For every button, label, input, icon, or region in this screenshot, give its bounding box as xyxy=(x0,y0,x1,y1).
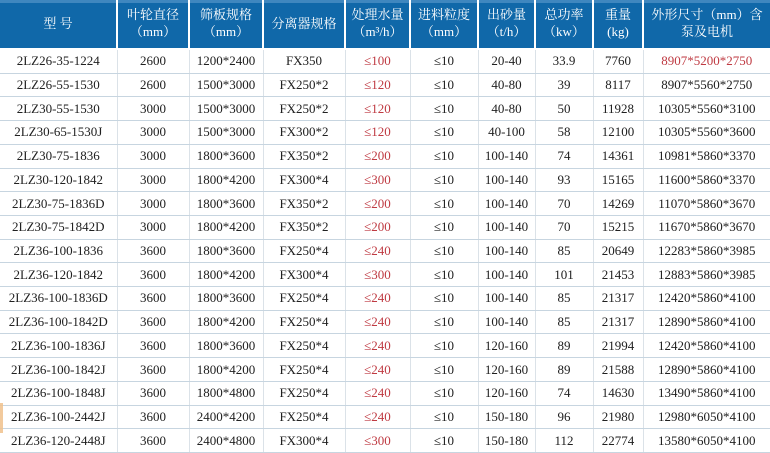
cell-sand-output: 120-160 xyxy=(478,358,535,382)
column-unit: （kw） xyxy=(543,24,585,39)
table-header xyxy=(0,0,770,49)
cell-weight: 8117 xyxy=(593,73,643,97)
cell-total-power: 74 xyxy=(535,144,593,168)
table-row xyxy=(0,144,770,168)
cell-separator-size: FX250*4 xyxy=(263,381,345,405)
cell-sand-output: 100-140 xyxy=(478,263,535,287)
cell-feed-size: ≤10 xyxy=(410,144,478,168)
cell-weight: 21317 xyxy=(593,310,643,334)
cell-model: 2LZ30-75-1842D xyxy=(0,215,117,239)
cell-model: 2LZ30-55-1530 xyxy=(0,97,117,121)
cell-separator-size: FX250*4 xyxy=(263,405,345,429)
cell-dimensions: 12890*5860*4100 xyxy=(643,310,770,334)
cell-feed-size: ≤10 xyxy=(410,405,478,429)
cell-sand-output: 100-140 xyxy=(478,192,535,216)
cell-weight: 7760 xyxy=(593,49,643,73)
cell-total-power: 70 xyxy=(535,192,593,216)
cell-model: 2LZ26-35-1224 xyxy=(0,49,117,73)
column-unit: （m³/h） xyxy=(352,24,403,39)
cell-water-capacity: ≤120 xyxy=(345,121,410,145)
cell-separator-size: FX250*2 xyxy=(263,97,345,121)
table-row xyxy=(0,287,770,311)
cell-feed-size: ≤10 xyxy=(410,287,478,311)
table-row xyxy=(0,310,770,334)
cell-model: 2LZ30-75-1836 xyxy=(0,144,117,168)
cell-screen-size: 1800*3600 xyxy=(189,287,263,311)
cell-sand-output: 150-180 xyxy=(478,405,535,429)
column-label: 出砂量 xyxy=(486,7,526,23)
cell-separator-size: FX300*4 xyxy=(263,168,345,192)
cell-water-capacity: ≤300 xyxy=(345,263,410,287)
cell-impeller-diameter: 3000 xyxy=(117,192,189,216)
cell-separator-size: FX300*2 xyxy=(263,121,345,145)
cell-total-power: 39 xyxy=(535,73,593,97)
cell-total-power: 85 xyxy=(535,239,593,263)
cell-dimensions: 13490*5860*4100 xyxy=(643,381,770,405)
cell-total-power: 70 xyxy=(535,215,593,239)
cell-screen-size: 1800*4200 xyxy=(189,168,263,192)
cell-dimensions: 8907*5560*2750 xyxy=(643,73,770,97)
cell-model: 2LZ30-120-1842 xyxy=(0,168,117,192)
header-row xyxy=(0,0,770,49)
cell-total-power: 85 xyxy=(535,287,593,311)
cell-weight: 15165 xyxy=(593,168,643,192)
cell-dimensions: 12890*5860*4100 xyxy=(643,358,770,382)
table-row xyxy=(0,215,770,239)
cell-feed-size: ≤10 xyxy=(410,49,478,73)
cell-impeller-diameter: 3600 xyxy=(117,334,189,358)
cell-screen-size: 1800*4200 xyxy=(189,263,263,287)
table-row xyxy=(0,381,770,405)
cell-water-capacity: ≤240 xyxy=(345,239,410,263)
cell-weight: 11928 xyxy=(593,97,643,121)
cell-model: 2LZ30-75-1836D xyxy=(0,192,117,216)
table-body xyxy=(0,49,770,453)
cell-separator-size: FX250*4 xyxy=(263,334,345,358)
cell-total-power: 50 xyxy=(535,97,593,121)
cell-feed-size: ≤10 xyxy=(410,429,478,453)
cell-feed-size: ≤10 xyxy=(410,239,478,263)
cell-impeller-diameter: 3600 xyxy=(117,358,189,382)
cell-impeller-diameter: 3600 xyxy=(117,287,189,311)
cell-total-power: 33.9 xyxy=(535,49,593,73)
cell-dimensions: 12420*5860*4100 xyxy=(643,334,770,358)
cell-feed-size: ≤10 xyxy=(410,381,478,405)
cell-water-capacity: ≤300 xyxy=(345,168,410,192)
cell-weight: 14361 xyxy=(593,144,643,168)
column-label: 处理水量 xyxy=(351,7,404,23)
cell-impeller-diameter: 3600 xyxy=(117,239,189,263)
cell-water-capacity: ≤240 xyxy=(345,381,410,405)
cell-weight: 20649 xyxy=(593,239,643,263)
cell-screen-size: 1500*3000 xyxy=(189,97,263,121)
cell-weight: 21994 xyxy=(593,334,643,358)
column-header-dimensions xyxy=(643,0,770,49)
left-edge-artifact xyxy=(0,403,3,433)
cell-water-capacity: ≤240 xyxy=(345,334,410,358)
column-header-separator-size xyxy=(263,0,345,49)
cell-total-power: 58 xyxy=(535,121,593,145)
column-header-weight xyxy=(593,0,643,49)
table-row xyxy=(0,358,770,382)
cell-weight: 22774 xyxy=(593,429,643,453)
cell-sand-output: 100-140 xyxy=(478,239,535,263)
column-header-sand-output xyxy=(478,0,535,49)
cell-feed-size: ≤10 xyxy=(410,168,478,192)
cell-screen-size: 1800*4200 xyxy=(189,310,263,334)
column-label: 分离器规格 xyxy=(271,15,337,31)
cell-model: 2LZ36-120-2448J xyxy=(0,429,117,453)
cell-model: 2LZ36-120-1842 xyxy=(0,263,117,287)
cell-separator-size: FX350 xyxy=(263,49,345,73)
table-row xyxy=(0,429,770,453)
table-row xyxy=(0,405,770,429)
table-row xyxy=(0,49,770,73)
cell-feed-size: ≤10 xyxy=(410,192,478,216)
cell-sand-output: 120-160 xyxy=(478,334,535,358)
cell-weight: 14269 xyxy=(593,192,643,216)
table-row xyxy=(0,97,770,121)
cell-dimensions: 12980*6050*4100 xyxy=(643,405,770,429)
cell-sand-output: 100-140 xyxy=(478,168,535,192)
cell-water-capacity: ≤240 xyxy=(345,405,410,429)
cell-sand-output: 100-140 xyxy=(478,215,535,239)
cell-separator-size: FX250*4 xyxy=(263,239,345,263)
cell-screen-size: 1500*3000 xyxy=(189,121,263,145)
cell-dimensions: 13580*6050*4100 xyxy=(643,429,770,453)
cell-dimensions: 12283*5860*3985 xyxy=(643,239,770,263)
cell-sand-output: 150-180 xyxy=(478,429,535,453)
cell-model: 2LZ30-65-1530J xyxy=(0,121,117,145)
cell-dimensions: 10981*5860*3370 xyxy=(643,144,770,168)
cell-feed-size: ≤10 xyxy=(410,215,478,239)
cell-screen-size: 2400*4200 xyxy=(189,405,263,429)
cell-separator-size: FX250*4 xyxy=(263,358,345,382)
cell-total-power: 89 xyxy=(535,334,593,358)
cell-screen-size: 1800*4200 xyxy=(189,215,263,239)
cell-total-power: 85 xyxy=(535,310,593,334)
cell-water-capacity: ≤120 xyxy=(345,97,410,121)
table-row xyxy=(0,192,770,216)
cell-dimensions: 12883*5860*3985 xyxy=(643,263,770,287)
cell-water-capacity: ≤240 xyxy=(345,358,410,382)
cell-screen-size: 1800*3600 xyxy=(189,239,263,263)
cell-screen-size: 1500*3000 xyxy=(189,73,263,97)
cell-separator-size: FX350*2 xyxy=(263,144,345,168)
cell-sand-output: 100-140 xyxy=(478,144,535,168)
cell-screen-size: 2400*4800 xyxy=(189,429,263,453)
cell-model: 2LZ36-100-1842D xyxy=(0,310,117,334)
cell-model: 2LZ36-100-1848J xyxy=(0,381,117,405)
column-unit: (kg) xyxy=(607,24,629,39)
cell-weight: 21317 xyxy=(593,287,643,311)
cell-water-capacity: ≤200 xyxy=(345,192,410,216)
column-header-impeller-diameter xyxy=(117,0,189,49)
cell-dimensions: 10305*5560*3100 xyxy=(643,97,770,121)
cell-model: 2LZ36-100-2442J xyxy=(0,405,117,429)
cell-screen-size: 1800*3600 xyxy=(189,144,263,168)
cell-separator-size: FX300*4 xyxy=(263,263,345,287)
column-header-screen-size xyxy=(189,0,263,49)
cell-screen-size: 1800*3600 xyxy=(189,334,263,358)
column-label: 外形尺寸（mm）含泵及电机 xyxy=(651,7,763,39)
table-row xyxy=(0,168,770,192)
cell-model: 2LZ36-100-1836 xyxy=(0,239,117,263)
cell-model: 2LZ26-55-1530 xyxy=(0,73,117,97)
cell-water-capacity: ≤300 xyxy=(345,429,410,453)
cell-sand-output: 20-40 xyxy=(478,49,535,73)
column-label: 叶轮直径 xyxy=(126,7,179,23)
cell-weight: 15215 xyxy=(593,215,643,239)
cell-separator-size: FX250*2 xyxy=(263,73,345,97)
cell-weight: 21453 xyxy=(593,263,643,287)
column-label: 重量 xyxy=(604,7,631,23)
cell-total-power: 93 xyxy=(535,168,593,192)
cell-impeller-diameter: 3000 xyxy=(117,97,189,121)
cell-impeller-diameter: 3600 xyxy=(117,405,189,429)
cell-feed-size: ≤10 xyxy=(410,73,478,97)
cell-model: 2LZ36-100-1836D xyxy=(0,287,117,311)
cell-feed-size: ≤10 xyxy=(410,358,478,382)
table-row xyxy=(0,73,770,97)
cell-total-power: 74 xyxy=(535,381,593,405)
cell-impeller-diameter: 3600 xyxy=(117,263,189,287)
cell-separator-size: FX350*2 xyxy=(263,215,345,239)
cell-water-capacity: ≤240 xyxy=(345,310,410,334)
cell-separator-size: FX250*4 xyxy=(263,287,345,311)
cell-impeller-diameter: 3000 xyxy=(117,168,189,192)
table-row xyxy=(0,121,770,145)
cell-sand-output: 120-160 xyxy=(478,381,535,405)
cell-water-capacity: ≤200 xyxy=(345,144,410,168)
cell-impeller-diameter: 2600 xyxy=(117,49,189,73)
table-row xyxy=(0,239,770,263)
cell-feed-size: ≤10 xyxy=(410,97,478,121)
cell-screen-size: 1800*4800 xyxy=(189,381,263,405)
cell-impeller-diameter: 3000 xyxy=(117,215,189,239)
cell-total-power: 101 xyxy=(535,263,593,287)
cell-impeller-diameter: 3600 xyxy=(117,310,189,334)
cell-dimensions: 11670*5860*3670 xyxy=(643,215,770,239)
cell-total-power: 96 xyxy=(535,405,593,429)
cell-weight: 14630 xyxy=(593,381,643,405)
cell-model: 2LZ36-100-1842J xyxy=(0,358,117,382)
cell-separator-size: FX350*2 xyxy=(263,192,345,216)
cell-sand-output: 40-100 xyxy=(478,121,535,145)
cell-dimensions: 10305*5560*3600 xyxy=(643,121,770,145)
cell-feed-size: ≤10 xyxy=(410,263,478,287)
cell-sand-output: 100-140 xyxy=(478,287,535,311)
cell-sand-output: 100-140 xyxy=(478,310,535,334)
cell-total-power: 89 xyxy=(535,358,593,382)
cell-separator-size: FX250*4 xyxy=(263,310,345,334)
cell-impeller-diameter: 3600 xyxy=(117,429,189,453)
cell-impeller-diameter: 3600 xyxy=(117,381,189,405)
cell-separator-size: FX300*4 xyxy=(263,429,345,453)
column-label: 型 号 xyxy=(43,15,73,31)
cell-dimensions: 11070*5860*3670 xyxy=(643,192,770,216)
column-unit: （t/h） xyxy=(486,24,527,39)
cell-model: 2LZ36-100-1836J xyxy=(0,334,117,358)
cell-water-capacity: ≤200 xyxy=(345,215,410,239)
cell-feed-size: ≤10 xyxy=(410,121,478,145)
cell-feed-size: ≤10 xyxy=(410,334,478,358)
cell-water-capacity: ≤120 xyxy=(345,73,410,97)
cell-weight: 21588 xyxy=(593,358,643,382)
column-unit: （mm） xyxy=(420,24,468,39)
cell-impeller-diameter: 3000 xyxy=(117,121,189,145)
cell-total-power: 112 xyxy=(535,429,593,453)
column-header-model xyxy=(0,0,117,49)
cell-dimensions: 8907*5200*2750 xyxy=(643,49,770,73)
cell-screen-size: 1800*4200 xyxy=(189,358,263,382)
cell-impeller-diameter: 3000 xyxy=(117,144,189,168)
cell-sand-output: 40-80 xyxy=(478,73,535,97)
column-header-total-power xyxy=(535,0,593,49)
column-label: 进料粒度 xyxy=(417,7,470,23)
cell-sand-output: 40-80 xyxy=(478,97,535,121)
table-row xyxy=(0,334,770,358)
column-header-water-capacity xyxy=(345,0,410,49)
cell-dimensions: 11600*5860*3370 xyxy=(643,168,770,192)
column-unit: （mm） xyxy=(129,24,177,39)
cell-water-capacity: ≤100 xyxy=(345,49,410,73)
cell-screen-size: 1200*2400 xyxy=(189,49,263,73)
cell-weight: 12100 xyxy=(593,121,643,145)
cell-dimensions: 12420*5860*4100 xyxy=(643,287,770,311)
column-label: 总功率 xyxy=(544,7,584,23)
column-label: 筛板规格 xyxy=(199,7,252,23)
cell-water-capacity: ≤240 xyxy=(345,287,410,311)
cell-weight: 21980 xyxy=(593,405,643,429)
column-header-feed-size xyxy=(410,0,478,49)
table-row xyxy=(0,263,770,287)
cell-impeller-diameter: 2600 xyxy=(117,73,189,97)
cell-screen-size: 1800*3600 xyxy=(189,192,263,216)
column-unit: （mm） xyxy=(202,24,250,39)
cell-feed-size: ≤10 xyxy=(410,310,478,334)
